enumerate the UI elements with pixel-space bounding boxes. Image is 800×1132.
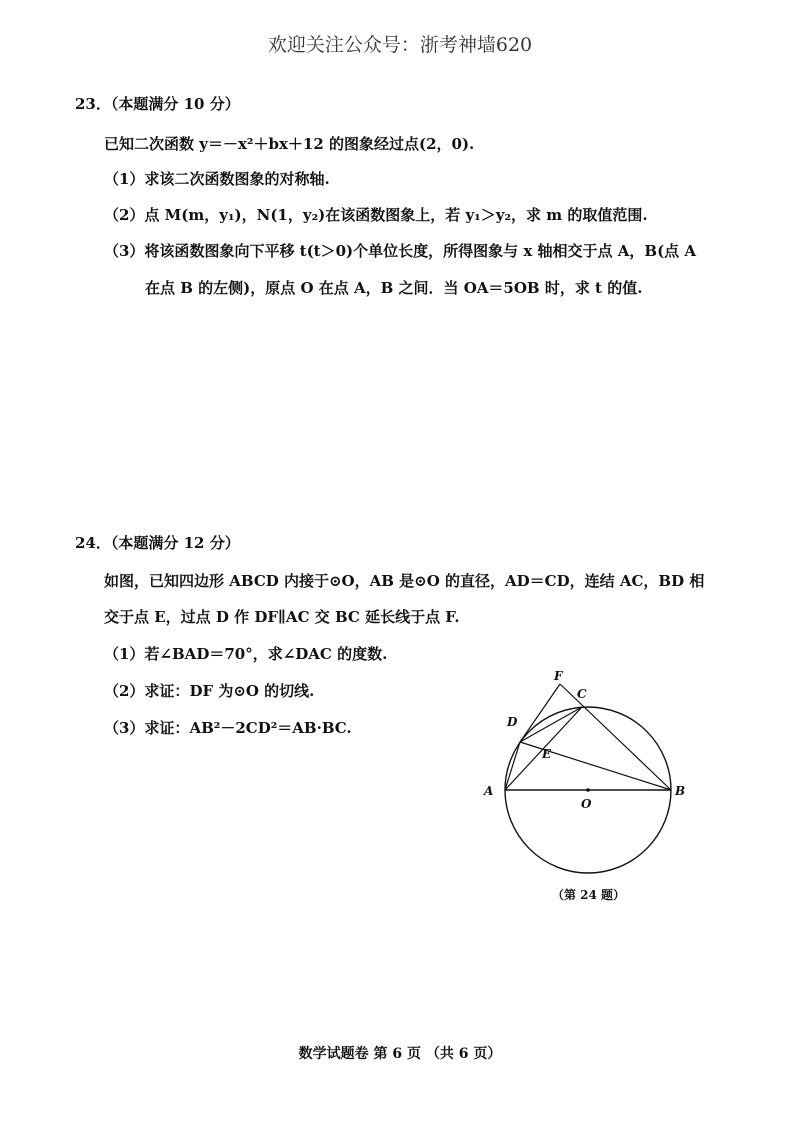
q24-title: 24．（本题满分 12 分） <box>75 534 240 552</box>
q24-geometry-figure <box>470 660 710 890</box>
q24-part3: （3）求证：AB²－2CD²＝AB·BC. <box>104 719 352 737</box>
label-e: E <box>542 747 552 761</box>
q23-part2: （2）点 M(m，y₁)，N(1，y₂)在该函数图象上，若 y₁＞y₂，求 m 的取值范围. <box>104 206 648 224</box>
q24-stem-line1: 如图，已知四边形 ABCD 内接于⊙O，AB 是⊙O 的直径，AD＝CD，连结 AC，BD 相 <box>104 572 705 590</box>
label-d: D <box>507 715 518 729</box>
center-point-o <box>586 788 590 792</box>
q23-part3-line2: 在点 B 的左侧)，原点 O 在点 A，B 之间．当 OA＝5OB 时，求 t 的值. <box>145 279 643 297</box>
page-footer: 数学试题卷 第 6 页 （共 6 页） <box>298 1046 502 1062</box>
page-header-watermark: 欢迎关注公众号：浙考神墙620 <box>267 34 533 56</box>
segment-dc <box>520 707 582 742</box>
label-a: A <box>484 784 494 798</box>
q24-part1: （1）若∠BAD＝70°，求∠DAC 的度数. <box>104 645 388 663</box>
q23-stem: 已知二次函数 y＝－x²＋bx＋12 的图象经过点(2，0). <box>104 135 475 153</box>
q23-title: 23．（本题满分 10 分） <box>75 95 240 113</box>
q24-stem-line2: 交于点 E，过点 D 作 DF∥AC 交 BC 延长线于点 F. <box>104 608 460 626</box>
segment-df <box>520 684 560 742</box>
q23-part1: （1）求该二次函数图象的对称轴. <box>104 170 330 188</box>
segment-ad <box>505 742 520 790</box>
q24-part2: （2）求证：DF 为⊙O 的切线. <box>104 682 315 700</box>
label-b: B <box>675 784 686 798</box>
q24-figure-caption: （第 24 题） <box>552 888 626 902</box>
q23-part3-line1: （3）将该函数图象向下平移 t(t＞0)个单位长度，所得图象与 x 轴相交于点 A，B(点 A <box>104 242 697 260</box>
label-c: C <box>577 687 587 701</box>
label-f: F <box>554 669 563 683</box>
label-o: O <box>581 797 592 811</box>
